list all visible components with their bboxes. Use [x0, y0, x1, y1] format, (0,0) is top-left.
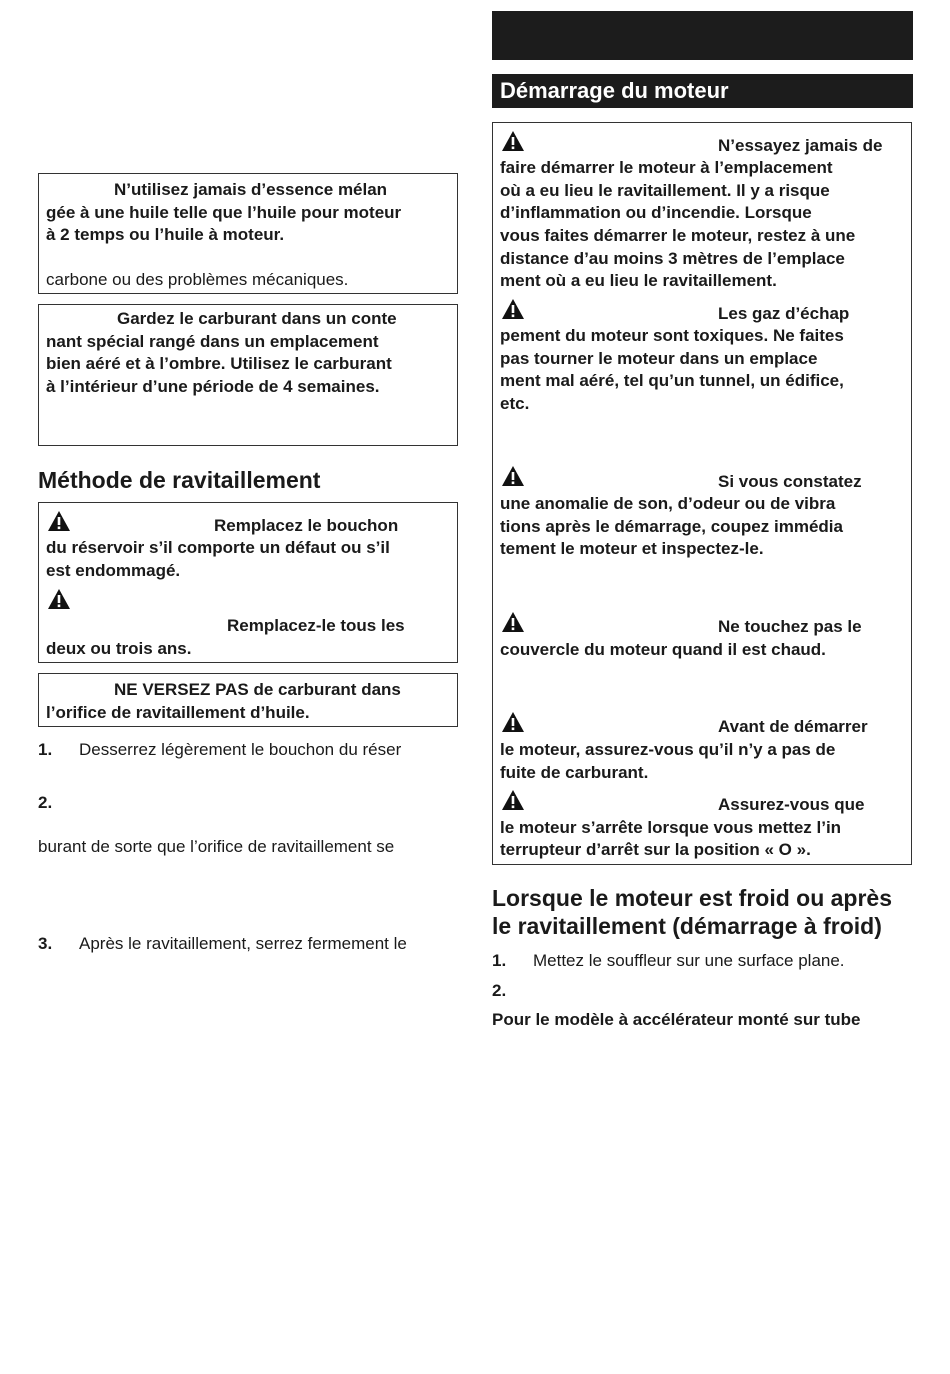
- warning-1-line: vous faites démarrer le moteur, restez à une: [500, 226, 856, 245]
- note-2-line: à l’intérieur d’une période de 4 semaines.: [46, 377, 380, 396]
- section-title: Démarrage du moteur: [500, 78, 729, 103]
- note-3-line: l’orifice de ravitaillement d’huile.: [46, 703, 310, 722]
- warning-1-line: N’essayez jamais de: [718, 136, 883, 155]
- warning-6-line: terrupteur d’arrêt sur la position « O ».: [500, 840, 811, 859]
- warning-5-line: fuite de carburant.: [500, 763, 649, 782]
- warning-icon: [501, 711, 525, 733]
- warning-2-line: etc.: [500, 394, 530, 413]
- step-text: Mettez le souffleur sur une surface plane.: [533, 951, 845, 970]
- note-1-tail: carbone ou des problèmes mécaniques.: [46, 270, 349, 289]
- section-header-demarrage: [492, 74, 913, 108]
- step-number: 1.: [38, 740, 53, 759]
- warning-icon: [47, 588, 71, 610]
- refuel-warning-line: du réservoir s’il comporte un défaut ou s’il: [46, 538, 390, 557]
- step-text: Après le ravitaillement, serrez fermement le: [79, 934, 407, 953]
- warning-3-line: tions après le démarrage, coupez immédia: [500, 517, 843, 536]
- warning-1-line: ment où a eu lieu le ravitaillement.: [500, 271, 777, 290]
- warning-icon: [501, 611, 525, 633]
- step-number: 1.: [492, 951, 507, 970]
- refuel-warning-line: deux ou trois ans.: [46, 639, 192, 658]
- note-1-line: N’utilisez jamais d’essence mélan: [114, 180, 388, 199]
- warning-6-line: Assurez-vous que: [718, 795, 865, 814]
- step-text: Desserrez légèrement le bouchon du réser: [79, 740, 402, 759]
- note-3-line: NE VERSEZ PAS de carburant dans: [114, 680, 401, 699]
- tube-model-heading: Pour le modèle à accélérateur monté sur tube: [492, 1010, 861, 1029]
- warning-1-line: d’inflammation ou d’incendie. Lorsque: [500, 203, 812, 222]
- warning-icon: [501, 789, 525, 811]
- warning-2-line: Les gaz d’échap: [718, 304, 850, 323]
- step-number: 2.: [492, 981, 507, 1000]
- warning-icon: [501, 298, 525, 320]
- warning-5-line: le moteur, assurez-vous qu’il n’y a pas de: [500, 740, 836, 759]
- refuel-warning-line: Remplacez-le tous les: [227, 616, 405, 635]
- refuel-warning-line: Remplacez le bouchon: [214, 516, 399, 535]
- warning-6-line: le moteur s’arrête lorsque vous mettez l’in: [500, 818, 842, 837]
- warning-2-line: ment mal aéré, tel qu’un tunnel, un édifice,: [500, 371, 844, 390]
- step-number: 2.: [38, 793, 53, 812]
- warning-2-line: pas tourner le moteur dans un emplace: [500, 349, 818, 368]
- cold-start-title: Lorsque le moteur est froid ou après: [492, 885, 893, 911]
- warning-2-line: pement du moteur sont toxiques. Ne faites: [500, 326, 844, 345]
- warning-1-line: faire démarrer le moteur à l’emplacement: [500, 158, 833, 177]
- refuel-warning-line: est endommagé.: [46, 561, 181, 580]
- step-number: 3.: [38, 934, 53, 953]
- warning-3-line: une anomalie de son, d’odeur ou de vibra: [500, 494, 836, 513]
- warning-4-line: couvercle du moteur quand il est chaud.: [500, 640, 826, 659]
- refuel-section-title: Méthode de ravitaillement: [38, 467, 321, 493]
- note-1-line: gée à une huile telle que l’huile pour moteur: [46, 203, 402, 222]
- cold-start-title: le ravitaillement (démarrage à froid): [492, 913, 882, 939]
- header-bar: [492, 11, 913, 60]
- note-2-line: bien aéré et à l’ombre. Utilisez le carburant: [46, 354, 392, 373]
- warning-icon: [47, 510, 71, 532]
- warning-3-line: Si vous constatez: [718, 472, 862, 491]
- step-text: burant de sorte que l’orifice de ravitaillement se: [38, 837, 395, 856]
- warning-5-line: Avant de démarrer: [718, 717, 868, 736]
- warning-icon: [501, 465, 525, 487]
- warning-icon: [501, 130, 525, 152]
- warning-4-line: Ne touchez pas le: [718, 617, 862, 636]
- note-1-line: à 2 temps ou l’huile à moteur.: [46, 225, 285, 244]
- note-2-line: Gardez le carburant dans un conte: [117, 309, 397, 328]
- warning-1-line: où a eu lieu le ravitaillement. Il y a risque: [500, 181, 830, 200]
- warning-3-line: tement le moteur et inspectez-le.: [500, 539, 764, 558]
- warning-1-line: distance d’au moins 3 mètres de l’emplace: [500, 249, 845, 268]
- note-2-line: nant spécial rangé dans un emplacement: [46, 332, 379, 351]
